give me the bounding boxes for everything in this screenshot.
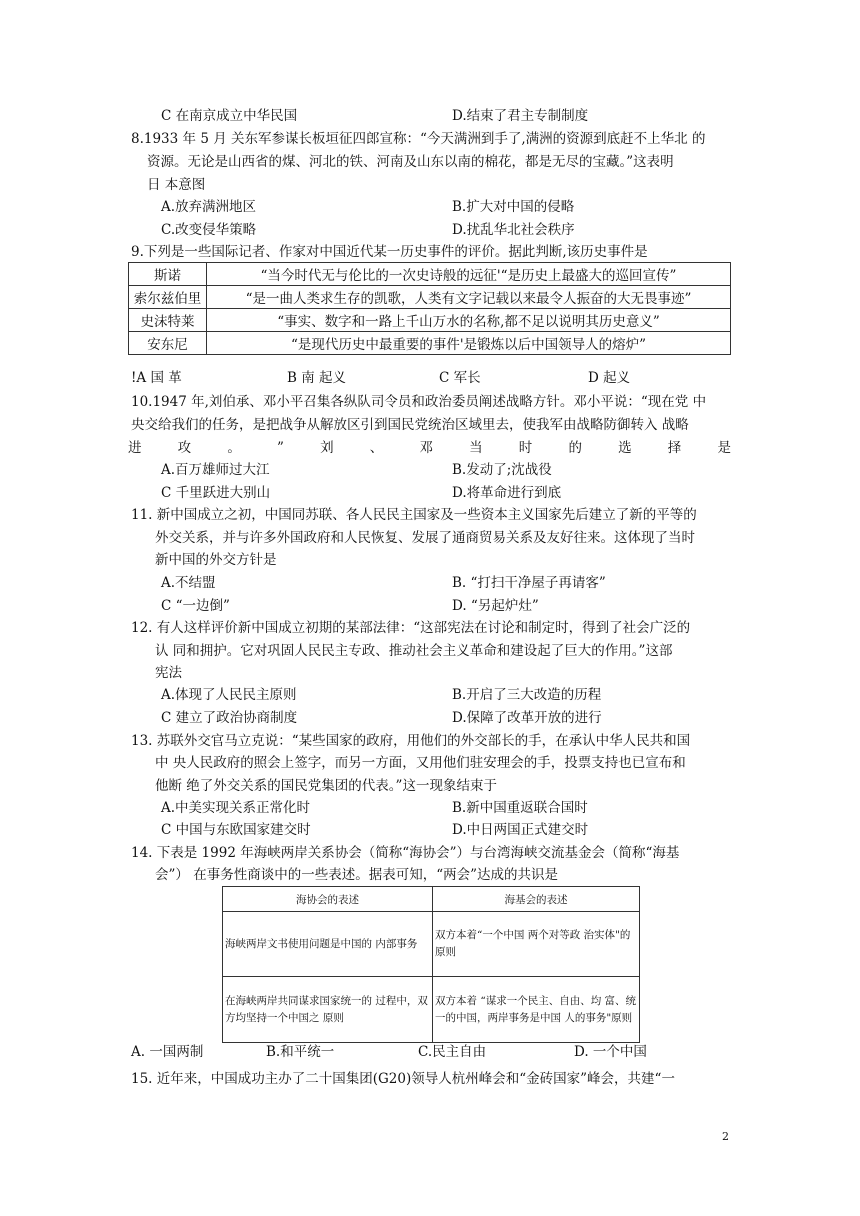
q13-option-a: A.中美实现关系正常化时: [161, 800, 311, 816]
q13-stem-line-1: 13. 苏联外交官马立克说：“某些国家的政府，用他们的外交部长的手，在承认中华人民共和国: [131, 733, 691, 749]
q8-option-c: C.改变侵华策略: [161, 222, 257, 238]
table-row: [129, 332, 731, 355]
stem-char: 邓: [419, 440, 433, 456]
q8-stem-line-3: 日 本意图: [147, 177, 206, 193]
q7-option-c: C 在南京成立中华民国: [161, 108, 298, 124]
q12-stem-line-2: 认 同和拥护。它对巩固人民民主专政、推动社会主义革命和建设起了巨大的作用。”这部: [155, 643, 673, 659]
q10-stem-line-3: [128, 442, 731, 456]
table-cell: 双方本着“一个中国 两个对等政 治实体"的原则: [433, 912, 640, 977]
q12-option-a: A.体现了人民民主原则: [161, 687, 297, 703]
q13-option-d: D.中日两国正式建交时: [452, 822, 589, 838]
q10-stem-line-2: 央交给我们的任务，是把战争从解放区引到国民党统治区域里去，使我军由战略防御转入 战略: [131, 417, 689, 433]
table-row: [129, 263, 731, 286]
stem-char: 。: [227, 440, 241, 456]
q14-stem-line-2: 会”） 在事务性商谈中的一些表述。据表可知，“两会”达成的共识是: [155, 867, 558, 883]
table-row: [129, 286, 731, 309]
table-header-row: [223, 887, 640, 912]
q10-option-a: A.百万雄师过大江: [161, 462, 270, 478]
q14-statement-table: [222, 886, 640, 1043]
q7-option-d: D.结束了君主专制制度: [452, 108, 589, 124]
q13-option-c: C 中国与东欧国家建交时: [161, 822, 311, 838]
q14-option-d: D. 一个中国: [574, 1044, 647, 1060]
q11-stem-line-1: 11. 新中国成立之初，中国同苏联、各人民民主国家及一些资本主义国家先后建立了新的平等的: [131, 507, 697, 523]
stem-char: 选: [618, 440, 632, 456]
evaluator-name: 索尔兹伯里: [129, 286, 207, 309]
table-row: [223, 977, 640, 1043]
evaluator-name: 安东尼: [129, 332, 207, 355]
q11-option-a: A.不结盟: [161, 575, 216, 591]
q14-stem-line-1: 14. 下表是 1992 年海峡两岸关系协会（简称“海协会”）与台湾海峡交流基金会（简称“海基: [131, 845, 680, 861]
q14-option-c: C.民主自由: [418, 1044, 487, 1060]
q14-option-a: A. 一国两制: [131, 1044, 204, 1060]
q9-option-a: !A 国 革: [131, 370, 182, 386]
q9-option-c: C 军长: [439, 370, 481, 386]
stem-char: 、: [369, 440, 384, 456]
q8-option-b: B.扩大对中国的侵略: [452, 199, 575, 215]
q12-option-b: B.开启了三大改造的历程: [452, 687, 602, 703]
q11-stem-line-2: 外交关系，并与许多外国政府和人民恢复、发展了通商贸易关系及友好往来。这体现了当时: [155, 530, 695, 546]
q14-option-b: B.和平统一: [266, 1044, 335, 1060]
q9-option-d: D 起义: [588, 370, 631, 386]
q10-option-b: B.发动了;沈战役: [452, 462, 552, 478]
q12-option-d: D.保障了改革开放的进行: [452, 710, 602, 726]
column-header: 海基会的表述: [433, 887, 640, 912]
stem-char: 当: [469, 440, 483, 456]
stem-char: 进: [128, 440, 142, 456]
stem-char: ”: [277, 440, 284, 456]
stem-char: 时: [518, 440, 533, 456]
evaluation-quote: “事实、数字和一路上千山万水的名称,都不足以说明其历史意义”: [207, 309, 731, 332]
stem-char: 刘: [320, 440, 334, 456]
q11-option-d: D. “另起炉灶”: [452, 598, 539, 614]
evaluation-quote: “是现代历史中最重要的事件'是锻炼以后中国领导人的熔炉”: [207, 332, 731, 355]
table-row: [223, 912, 640, 977]
page-number: 2: [722, 1130, 729, 1143]
q9-option-b: B 南 起义: [287, 370, 347, 386]
evaluation-quote: “当今时代无与伦比的一次史诗般的远征'“是历史上最盛大的巡回宣传”: [207, 263, 731, 286]
q13-stem-line-3: 他断 绝了外交关系的国民党集团的代表。”这一现象结束于: [155, 778, 497, 794]
table-cell: 双方本着 “谋求一个民主、自由、均 富、统一的中国，两岸事务是中国 人的事务"原则: [433, 977, 640, 1043]
stem-char: 择: [667, 440, 682, 456]
q12-option-c: C 建立了政治协商制度: [161, 710, 298, 726]
q10-option-d: D.将革命进行到底: [452, 485, 562, 501]
q12-stem-line-1: 12. 有人这样评价新中国成立初期的某部法律：“这部宪法在讨论和制定时，得到了社会广泛的: [131, 620, 691, 636]
q11-stem-line-3: 新中国的外交方针是: [155, 552, 277, 568]
q9-evaluation-table: [128, 262, 731, 355]
q8-stem-line-2: 资源。无论是山西省的煤、河北的铁、河南及山东以南的棉花，都是无尽的宝藏。”这表明: [147, 154, 674, 170]
evaluation-quote: “是一曲人类求生存的凯歌，人类有文字记载以来最令人振奋的大无畏事迹”: [207, 286, 731, 309]
evaluator-name: 斯诺: [129, 263, 207, 286]
q13-stem-line-2: 中 央人民政府的照会上签字，而另一方面，又用他们驻安理会的手，投票支持也已宣布和: [155, 755, 686, 771]
q8-option-a: A.放弃满洲地区: [161, 199, 257, 215]
q11-option-c: C “一边倒”: [161, 598, 230, 614]
q8-stem-line-1: 8.1933 年 5 月 关东军参谋长板垣征四郎宣称：“今天满洲到手了,满洲的资源到底赶不上华北 的: [131, 131, 706, 147]
q11-option-b: B. “打扫干净屋子再请客”: [452, 575, 606, 591]
q10-stem-line-1: 10.1947 年,刘伯承、邓小平召集各纵队司令员和政治委员阐述战略方针。邓小平说：“现在党 中: [131, 394, 707, 410]
table-cell: 在海峡两岸共同谋求国家统一的 过程中，双方均坚持一个中国之 原则: [223, 977, 433, 1043]
q12-stem-line-3: 宪法: [155, 665, 182, 681]
table-row: [129, 309, 731, 332]
stem-char: 是: [717, 440, 731, 456]
q9-stem: 9.下列是一些国际记者、作家对中国近代某一历史事件的评价。据此判断,该历史事件是: [131, 244, 648, 260]
q10-option-c: C 千里跃进大别山: [161, 485, 271, 501]
stem-char: 的: [568, 440, 582, 456]
stem-char: 攻: [177, 440, 192, 456]
q15-stem-line-1: 15. 近年来，中国成功主办了二十国集团(G20)领导人杭州峰会和“金砖国家”峰会，共建“一: [131, 1071, 675, 1087]
column-header: 海协会的表述: [223, 887, 433, 912]
q8-option-d: D.扰乱华北社会秩序: [452, 222, 575, 238]
q13-option-b: B.新中国重返联合国时: [452, 800, 588, 816]
evaluator-name: 史沫特莱: [129, 309, 207, 332]
table-cell: 海峡两岸文书使用问题是中国的 内部事务: [223, 912, 433, 977]
